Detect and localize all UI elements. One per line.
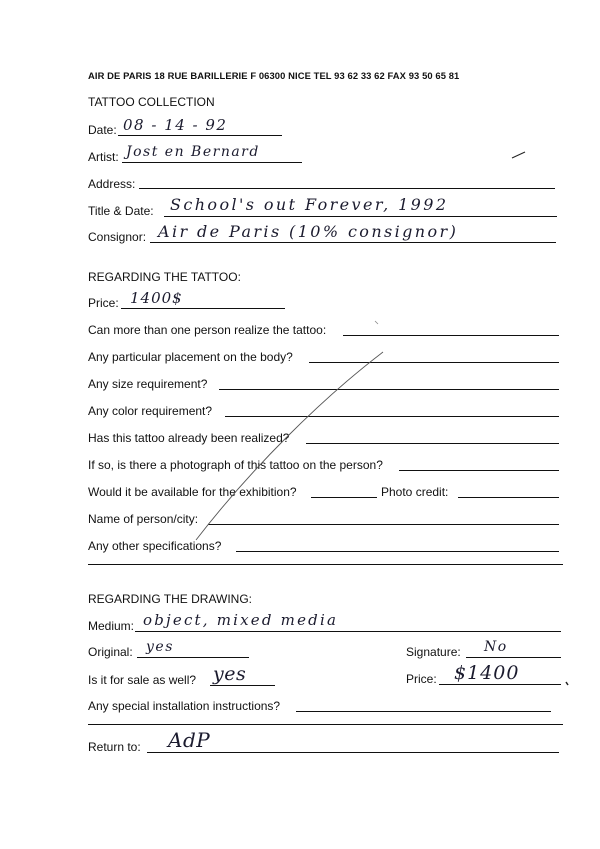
consignor-value: Air de Paris (10% consignor) <box>158 222 459 241</box>
return-to-label: Return to: <box>88 740 141 754</box>
question-size: Any size requirement? <box>88 377 208 391</box>
signature-label: Signature: <box>406 645 461 659</box>
question-photograph: If so, is there a photograph of this tattoo on the person? <box>88 458 383 472</box>
gallery-letterhead: AIR DE PARIS 18 RUE BARILLERIE F 06300 NICE TEL 93 62 33 62 FAX 93 50 65 81 <box>88 70 460 81</box>
drawing-price-value: $1400 <box>454 662 520 684</box>
medium-label: Medium: <box>88 619 135 633</box>
question-name-city: Name of person/city: <box>88 512 199 526</box>
tattoo-price-label: Price: <box>88 296 119 310</box>
artist-value: Jost en Bernard <box>126 144 260 160</box>
original-label: Original: <box>88 645 133 659</box>
date-value: 08 - 14 - 92 <box>123 116 228 134</box>
tattoo-section-heading: REGARDING THE TATTOO: <box>88 270 241 284</box>
original-value: yes <box>146 639 174 655</box>
for-sale-label: Is it for sale as well? <box>88 673 197 687</box>
form-title: TATTOO COLLECTION <box>88 95 215 109</box>
medium-value: object, mixed media <box>143 611 339 629</box>
question-more-than-one: Can more than one person realize the tattoo: <box>88 323 327 337</box>
question-other-specifications: Any other specifications? <box>88 539 222 553</box>
title-date-label: Title & Date: <box>88 204 154 218</box>
date-label: Date: <box>88 123 117 137</box>
question-placement: Any particular placement on the body? <box>88 350 293 364</box>
question-exhibition: Would it be available for the exhibition? <box>88 485 297 499</box>
question-color: Any color requirement? <box>88 404 213 418</box>
question-realized: Has this tattoo already been realized? <box>88 431 290 445</box>
special-installation-label: Any special installation instructions? <box>88 699 281 713</box>
return-to-value: AdP <box>168 728 211 752</box>
photo-credit-label: Photo credit: <box>381 485 449 499</box>
drawing-section-heading: REGARDING THE DRAWING: <box>88 592 253 606</box>
tattoo-price-value: 1400$ <box>130 289 183 307</box>
address-label: Address: <box>88 177 136 191</box>
artist-label: Artist: <box>88 150 119 164</box>
for-sale-value: yes <box>213 663 247 685</box>
title-date-value: School's out Forever, 1992 <box>170 195 449 214</box>
consignor-label: Consignor: <box>88 230 147 244</box>
drawing-price-label: Price: <box>406 672 437 686</box>
signature-value: No <box>484 639 508 655</box>
